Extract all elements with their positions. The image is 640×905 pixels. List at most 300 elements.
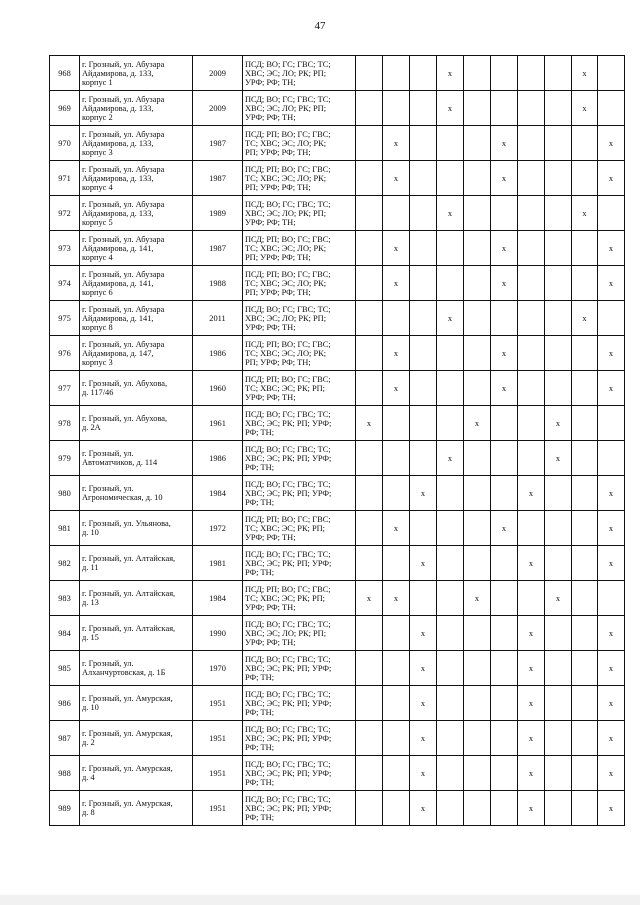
table-row <box>50 686 625 721</box>
mark-cell: x <box>464 581 491 616</box>
mark-cell <box>356 441 383 476</box>
mark-cell <box>410 581 437 616</box>
mark-cell: x <box>518 476 545 511</box>
mark-cell <box>491 651 518 686</box>
mark-cell <box>437 791 464 826</box>
table-row <box>50 196 625 231</box>
mark-cell: x <box>572 56 598 91</box>
mark-cell <box>464 161 491 196</box>
mark-cell <box>356 231 383 266</box>
mark-cell <box>383 406 410 441</box>
work-types: ПСД; ВО; ГС; ГВС; ТС; ХВС; ЭС; РК; РП; УРФ; РФ; ТН; <box>243 721 356 756</box>
page-footer-band <box>0 895 640 905</box>
mark-cell <box>572 756 598 791</box>
building-address: г. Грозный, ул. Абузара Айдамирова, д. 133, корпус 5 <box>80 196 193 231</box>
mark-cell <box>410 231 437 266</box>
mark-cell <box>356 91 383 126</box>
mark-cell <box>437 581 464 616</box>
mark-cell <box>518 371 545 406</box>
table-row <box>50 581 625 616</box>
building-address: г. Грозный, ул. Агрономическая, д. 10 <box>80 476 193 511</box>
work-types: ПСД; ВО; ГС; ГВС; ТС; ХВС; ЭС; ЛО; РК; РП; УРФ; РФ; ТН; <box>243 196 356 231</box>
mark-cell <box>437 336 464 371</box>
mark-cell <box>410 441 437 476</box>
table-row <box>50 791 625 826</box>
mark-cell <box>545 91 572 126</box>
building-address: г. Грозный, ул. Алтайская, д. 13 <box>80 581 193 616</box>
building-address: г. Грозный, ул. Амурская, д. 4 <box>80 756 193 791</box>
work-types: ПСД; РП; ВО; ГС; ГВС; ТС; ХВС; ЭС; РК; РП; УРФ; РФ; ТН; <box>243 511 356 546</box>
work-types: ПСД; ВО; ГС; ГВС; ТС; ХВС; ЭС; РК; РП; УРФ; РФ; ТН; <box>243 686 356 721</box>
mark-cell <box>383 476 410 511</box>
mark-cell <box>356 756 383 791</box>
mark-cell <box>518 56 545 91</box>
build-year: 1951 <box>193 791 243 826</box>
row-number: 975 <box>50 301 80 336</box>
mark-cell <box>410 91 437 126</box>
building-address: г. Грозный, ул. Алтайская, д. 11 <box>80 546 193 581</box>
mark-cell <box>491 581 518 616</box>
mark-cell <box>410 161 437 196</box>
mark-cell <box>598 56 625 91</box>
row-number: 981 <box>50 511 80 546</box>
mark-cell <box>491 721 518 756</box>
mark-cell <box>464 126 491 161</box>
mark-cell <box>545 56 572 91</box>
mark-cell <box>491 616 518 651</box>
mark-cell <box>356 336 383 371</box>
mark-cell <box>545 161 572 196</box>
mark-cell <box>383 546 410 581</box>
mark-cell <box>437 721 464 756</box>
building-address: г. Грозный, ул. Алтайская, д. 15 <box>80 616 193 651</box>
work-types: ПСД; РП; ВО; ГС; ГВС; ТС; ХВС; ЭС; ЛО; РК; РП; УРФ; РФ; ТН; <box>243 336 356 371</box>
mark-cell: x <box>491 371 518 406</box>
mark-cell <box>437 511 464 546</box>
mark-cell <box>545 371 572 406</box>
building-address: г. Грозный, ул. Амурская, д. 2 <box>80 721 193 756</box>
mark-cell: x <box>356 581 383 616</box>
building-address: г. Грозный, ул. Абузара Айдамирова, д. 133, корпус 3 <box>80 126 193 161</box>
mark-cell: x <box>598 476 625 511</box>
mark-cell <box>518 336 545 371</box>
mark-cell <box>518 266 545 301</box>
work-types: ПСД; ВО; ГС; ГВС; ТС; ХВС; ЭС; РК; РП; УРФ; РФ; ТН; <box>243 476 356 511</box>
row-number: 987 <box>50 721 80 756</box>
mark-cell <box>572 616 598 651</box>
row-number: 974 <box>50 266 80 301</box>
mark-cell: x <box>598 371 625 406</box>
build-year: 1961 <box>193 406 243 441</box>
mark-cell <box>464 336 491 371</box>
mark-cell <box>518 126 545 161</box>
table-row <box>50 511 625 546</box>
building-address: г. Грозный, ул. Абузара Айдамирова, д. 141, корпус 8 <box>80 301 193 336</box>
mark-cell <box>545 231 572 266</box>
build-year: 1970 <box>193 651 243 686</box>
build-year: 1951 <box>193 686 243 721</box>
mark-cell <box>356 511 383 546</box>
mark-cell <box>518 581 545 616</box>
mark-cell <box>356 476 383 511</box>
table-row <box>50 126 625 161</box>
mark-cell <box>356 616 383 651</box>
mark-cell: x <box>491 161 518 196</box>
row-number: 970 <box>50 126 80 161</box>
build-year: 1989 <box>193 196 243 231</box>
mark-cell <box>356 196 383 231</box>
mark-cell: x <box>464 406 491 441</box>
mark-cell <box>545 336 572 371</box>
table-row <box>50 441 625 476</box>
mark-cell: x <box>518 616 545 651</box>
mark-cell: x <box>491 266 518 301</box>
row-number: 978 <box>50 406 80 441</box>
mark-cell <box>572 791 598 826</box>
build-year: 1986 <box>193 336 243 371</box>
row-number: 972 <box>50 196 80 231</box>
building-address: г. Грозный, ул. Автоматчиков, д. 114 <box>80 441 193 476</box>
work-types: ПСД; ВО; ГС; ГВС; ТС; ХВС; ЭС; РК; РП; УРФ; РФ; ТН; <box>243 756 356 791</box>
build-year: 1951 <box>193 756 243 791</box>
mark-cell <box>383 791 410 826</box>
mark-cell <box>383 301 410 336</box>
mark-cell: x <box>518 651 545 686</box>
mark-cell <box>572 721 598 756</box>
building-address: г. Грозный, ул. Абузара Айдамирова, д. 147, корпус 3 <box>80 336 193 371</box>
page-number: 47 <box>314 20 326 32</box>
mark-cell <box>383 686 410 721</box>
mark-cell <box>464 231 491 266</box>
build-year: 1981 <box>193 546 243 581</box>
mark-cell <box>491 476 518 511</box>
build-year: 1984 <box>193 476 243 511</box>
build-year: 1987 <box>193 161 243 196</box>
mark-cell <box>356 266 383 301</box>
mark-cell <box>383 651 410 686</box>
mark-cell: x <box>491 511 518 546</box>
mark-cell: x <box>545 581 572 616</box>
table-row <box>50 406 625 441</box>
mark-cell <box>464 651 491 686</box>
row-number: 973 <box>50 231 80 266</box>
work-types: ПСД; РП; ВО; ГС; ГВС; ТС; ХВС; ЭС; ЛО; РК; РП; УРФ; РФ; ТН; <box>243 126 356 161</box>
building-address: г. Грозный, ул. Абухова, д. 2А <box>80 406 193 441</box>
mark-cell <box>491 56 518 91</box>
work-types: ПСД; ВО; ГС; ГВС; ТС; ХВС; ЭС; ЛО; РК; РП; УРФ; РФ; ТН; <box>243 616 356 651</box>
mark-cell <box>410 301 437 336</box>
mark-cell <box>491 91 518 126</box>
mark-cell <box>410 266 437 301</box>
mark-cell <box>464 266 491 301</box>
mark-cell <box>545 546 572 581</box>
mark-cell: x <box>598 616 625 651</box>
building-address: г. Грозный, ул. Абузара Айдамирова, д. 141, корпус 4 <box>80 231 193 266</box>
mark-cell <box>518 161 545 196</box>
mark-cell <box>491 441 518 476</box>
work-types: ПСД; ВО; ГС; ГВС; ТС; ХВС; ЭС; РК; РП; УРФ; РФ; ТН; <box>243 441 356 476</box>
mark-cell <box>572 686 598 721</box>
work-types: ПСД; РП; ВО; ГС; ГВС; ТС; ХВС; ЭС; ЛО; РК; РП; УРФ; РФ; ТН; <box>243 231 356 266</box>
mark-cell: x <box>410 546 437 581</box>
mark-cell <box>491 196 518 231</box>
mark-cell <box>383 616 410 651</box>
mark-cell <box>437 686 464 721</box>
building-address: г. Грозный, ул. Абузара Айдамирова, д. 141, корпус 6 <box>80 266 193 301</box>
mark-cell: x <box>598 791 625 826</box>
work-types: ПСД; ВО; ГС; ГВС; ТС; ХВС; ЭС; РК; РП; УРФ; РФ; ТН; <box>243 546 356 581</box>
mark-cell: x <box>437 56 464 91</box>
table-row <box>50 301 625 336</box>
mark-cell <box>572 441 598 476</box>
mark-cell: x <box>410 651 437 686</box>
mark-cell <box>383 756 410 791</box>
build-year: 1990 <box>193 616 243 651</box>
build-year: 1987 <box>193 231 243 266</box>
mark-cell <box>410 371 437 406</box>
table-row <box>50 371 625 406</box>
mark-cell: x <box>545 441 572 476</box>
mark-cell <box>464 686 491 721</box>
mark-cell <box>572 581 598 616</box>
mark-cell: x <box>383 371 410 406</box>
mark-cell: x <box>410 791 437 826</box>
build-year: 1972 <box>193 511 243 546</box>
row-number: 971 <box>50 161 80 196</box>
table-row <box>50 91 625 126</box>
table-row <box>50 161 625 196</box>
mark-cell <box>437 756 464 791</box>
row-number: 976 <box>50 336 80 371</box>
mark-cell: x <box>545 406 572 441</box>
mark-cell <box>518 441 545 476</box>
mark-cell <box>572 126 598 161</box>
mark-cell <box>356 546 383 581</box>
building-address: г. Грозный, ул. Абузара Айдамирова, д. 133, корпус 4 <box>80 161 193 196</box>
work-types: ПСД; ВО; ГС; ГВС; ТС; ХВС; ЭС; ЛО; РК; РП; УРФ; РФ; ТН; <box>243 301 356 336</box>
table-row <box>50 616 625 651</box>
build-year: 2011 <box>193 301 243 336</box>
mark-cell: x <box>598 231 625 266</box>
mark-cell <box>491 791 518 826</box>
row-number: 977 <box>50 371 80 406</box>
mark-cell: x <box>518 791 545 826</box>
mark-cell <box>491 406 518 441</box>
mark-cell: x <box>410 476 437 511</box>
mark-cell: x <box>518 546 545 581</box>
mark-cell <box>464 441 491 476</box>
mark-cell: x <box>410 686 437 721</box>
mark-cell: x <box>598 721 625 756</box>
mark-cell: x <box>356 406 383 441</box>
work-types: ПСД; ВО; ГС; ГВС; ТС; ХВС; ЭС; ЛО; РК; РП; УРФ; РФ; ТН; <box>243 91 356 126</box>
mark-cell <box>518 511 545 546</box>
mark-cell <box>598 301 625 336</box>
mark-cell: x <box>572 91 598 126</box>
row-number: 979 <box>50 441 80 476</box>
mark-cell <box>572 266 598 301</box>
mark-cell: x <box>598 126 625 161</box>
work-types: ПСД; ВО; ГС; ГВС; ТС; ХВС; ЭС; ЛО; РК; РП; УРФ; РФ; ТН; <box>243 56 356 91</box>
mark-cell: x <box>518 721 545 756</box>
mark-cell <box>383 721 410 756</box>
mark-cell <box>598 91 625 126</box>
mark-cell <box>545 266 572 301</box>
mark-cell: x <box>491 126 518 161</box>
mark-cell: x <box>598 756 625 791</box>
mark-cell: x <box>410 756 437 791</box>
mark-cell <box>356 161 383 196</box>
mark-cell <box>572 651 598 686</box>
mark-cell <box>410 511 437 546</box>
mark-cell <box>437 126 464 161</box>
mark-cell <box>545 511 572 546</box>
mark-cell <box>598 581 625 616</box>
mark-cell: x <box>383 266 410 301</box>
building-address: г. Грозный, ул. Абухова, д. 117/46 <box>80 371 193 406</box>
mark-cell: x <box>491 336 518 371</box>
mark-cell <box>464 511 491 546</box>
mark-cell <box>545 791 572 826</box>
mark-cell: x <box>383 336 410 371</box>
mark-cell <box>491 301 518 336</box>
mark-cell <box>437 651 464 686</box>
mark-cell <box>356 126 383 161</box>
mark-cell <box>464 616 491 651</box>
row-number: 980 <box>50 476 80 511</box>
mark-cell: x <box>410 721 437 756</box>
mark-cell: x <box>383 231 410 266</box>
mark-cell <box>437 266 464 301</box>
table-row <box>50 476 625 511</box>
mark-cell: x <box>598 686 625 721</box>
mark-cell <box>491 756 518 791</box>
mark-cell: x <box>437 301 464 336</box>
row-number: 985 <box>50 651 80 686</box>
mark-cell <box>572 371 598 406</box>
mark-cell <box>410 196 437 231</box>
mark-cell: x <box>598 161 625 196</box>
build-year: 1960 <box>193 371 243 406</box>
mark-cell <box>356 721 383 756</box>
mark-cell: x <box>383 581 410 616</box>
mark-cell <box>598 441 625 476</box>
build-year: 1988 <box>193 266 243 301</box>
work-types: ПСД; РП; ВО; ГС; ГВС; ТС; ХВС; ЭС; РК; РП; УРФ; РФ; ТН; <box>243 581 356 616</box>
mark-cell <box>518 406 545 441</box>
building-address: г. Грозный, ул. Алханчуртовская, д. 1Б <box>80 651 193 686</box>
mark-cell: x <box>518 756 545 791</box>
mark-cell: x <box>572 301 598 336</box>
work-types: ПСД; РП; ВО; ГС; ГВС; ТС; ХВС; ЭС; ЛО; РК; РП; УРФ; РФ; ТН; <box>243 161 356 196</box>
mark-cell <box>437 161 464 196</box>
building-address: г. Грозный, ул. Ульянова, д. 10 <box>80 511 193 546</box>
mark-cell <box>572 336 598 371</box>
mark-cell <box>464 56 491 91</box>
building-address: г. Грозный, ул. Амурская, д. 10 <box>80 686 193 721</box>
mark-cell <box>572 231 598 266</box>
mark-cell: x <box>491 231 518 266</box>
row-number: 989 <box>50 791 80 826</box>
mark-cell: x <box>572 196 598 231</box>
mark-cell <box>545 126 572 161</box>
mark-cell <box>572 161 598 196</box>
mark-cell <box>464 791 491 826</box>
mark-cell <box>545 196 572 231</box>
table-row <box>50 231 625 266</box>
mark-cell <box>464 756 491 791</box>
mark-cell: x <box>383 126 410 161</box>
mark-cell <box>410 406 437 441</box>
mark-cell: x <box>437 196 464 231</box>
mark-cell: x <box>598 546 625 581</box>
mark-cell: x <box>383 161 410 196</box>
mark-cell <box>437 546 464 581</box>
mark-cell <box>518 91 545 126</box>
mark-cell <box>383 91 410 126</box>
mark-cell <box>464 196 491 231</box>
table-row <box>50 266 625 301</box>
mark-cell: x <box>598 511 625 546</box>
mark-cell <box>464 546 491 581</box>
table-row <box>50 721 625 756</box>
mark-cell <box>356 371 383 406</box>
mark-cell <box>356 301 383 336</box>
mark-cell: x <box>598 266 625 301</box>
table-row <box>50 336 625 371</box>
mark-cell <box>383 56 410 91</box>
mark-cell <box>464 721 491 756</box>
build-year: 2009 <box>193 91 243 126</box>
mark-cell <box>518 196 545 231</box>
mark-cell <box>383 441 410 476</box>
row-number: 968 <box>50 56 80 91</box>
mark-cell <box>437 616 464 651</box>
mark-cell <box>518 231 545 266</box>
mark-cell: x <box>410 616 437 651</box>
mark-cell <box>545 721 572 756</box>
mark-cell <box>464 476 491 511</box>
mark-cell <box>545 651 572 686</box>
mark-cell <box>464 91 491 126</box>
mark-cell <box>410 56 437 91</box>
mark-cell <box>356 56 383 91</box>
table-row <box>50 546 625 581</box>
mark-cell: x <box>598 336 625 371</box>
mark-cell <box>356 686 383 721</box>
mark-cell <box>437 371 464 406</box>
mark-cell <box>545 616 572 651</box>
row-number: 982 <box>50 546 80 581</box>
work-types: ПСД; РП; ВО; ГС; ГВС; ТС; ХВС; ЭС; ЛО; РК; РП; УРФ; РФ; ТН; <box>243 266 356 301</box>
building-registry-table <box>49 55 625 826</box>
mark-cell <box>491 686 518 721</box>
mark-cell <box>437 406 464 441</box>
mark-cell <box>437 231 464 266</box>
table-row <box>50 651 625 686</box>
mark-cell: x <box>383 511 410 546</box>
mark-cell: x <box>437 441 464 476</box>
build-year: 1984 <box>193 581 243 616</box>
work-types: ПСД; ВО; ГС; ГВС; ТС; ХВС; ЭС; РК; РП; УРФ; РФ; ТН; <box>243 651 356 686</box>
build-year: 1951 <box>193 721 243 756</box>
mark-cell <box>410 126 437 161</box>
mark-cell <box>545 756 572 791</box>
mark-cell <box>545 476 572 511</box>
table-row <box>50 756 625 791</box>
row-number: 984 <box>50 616 80 651</box>
table-row <box>50 56 625 91</box>
